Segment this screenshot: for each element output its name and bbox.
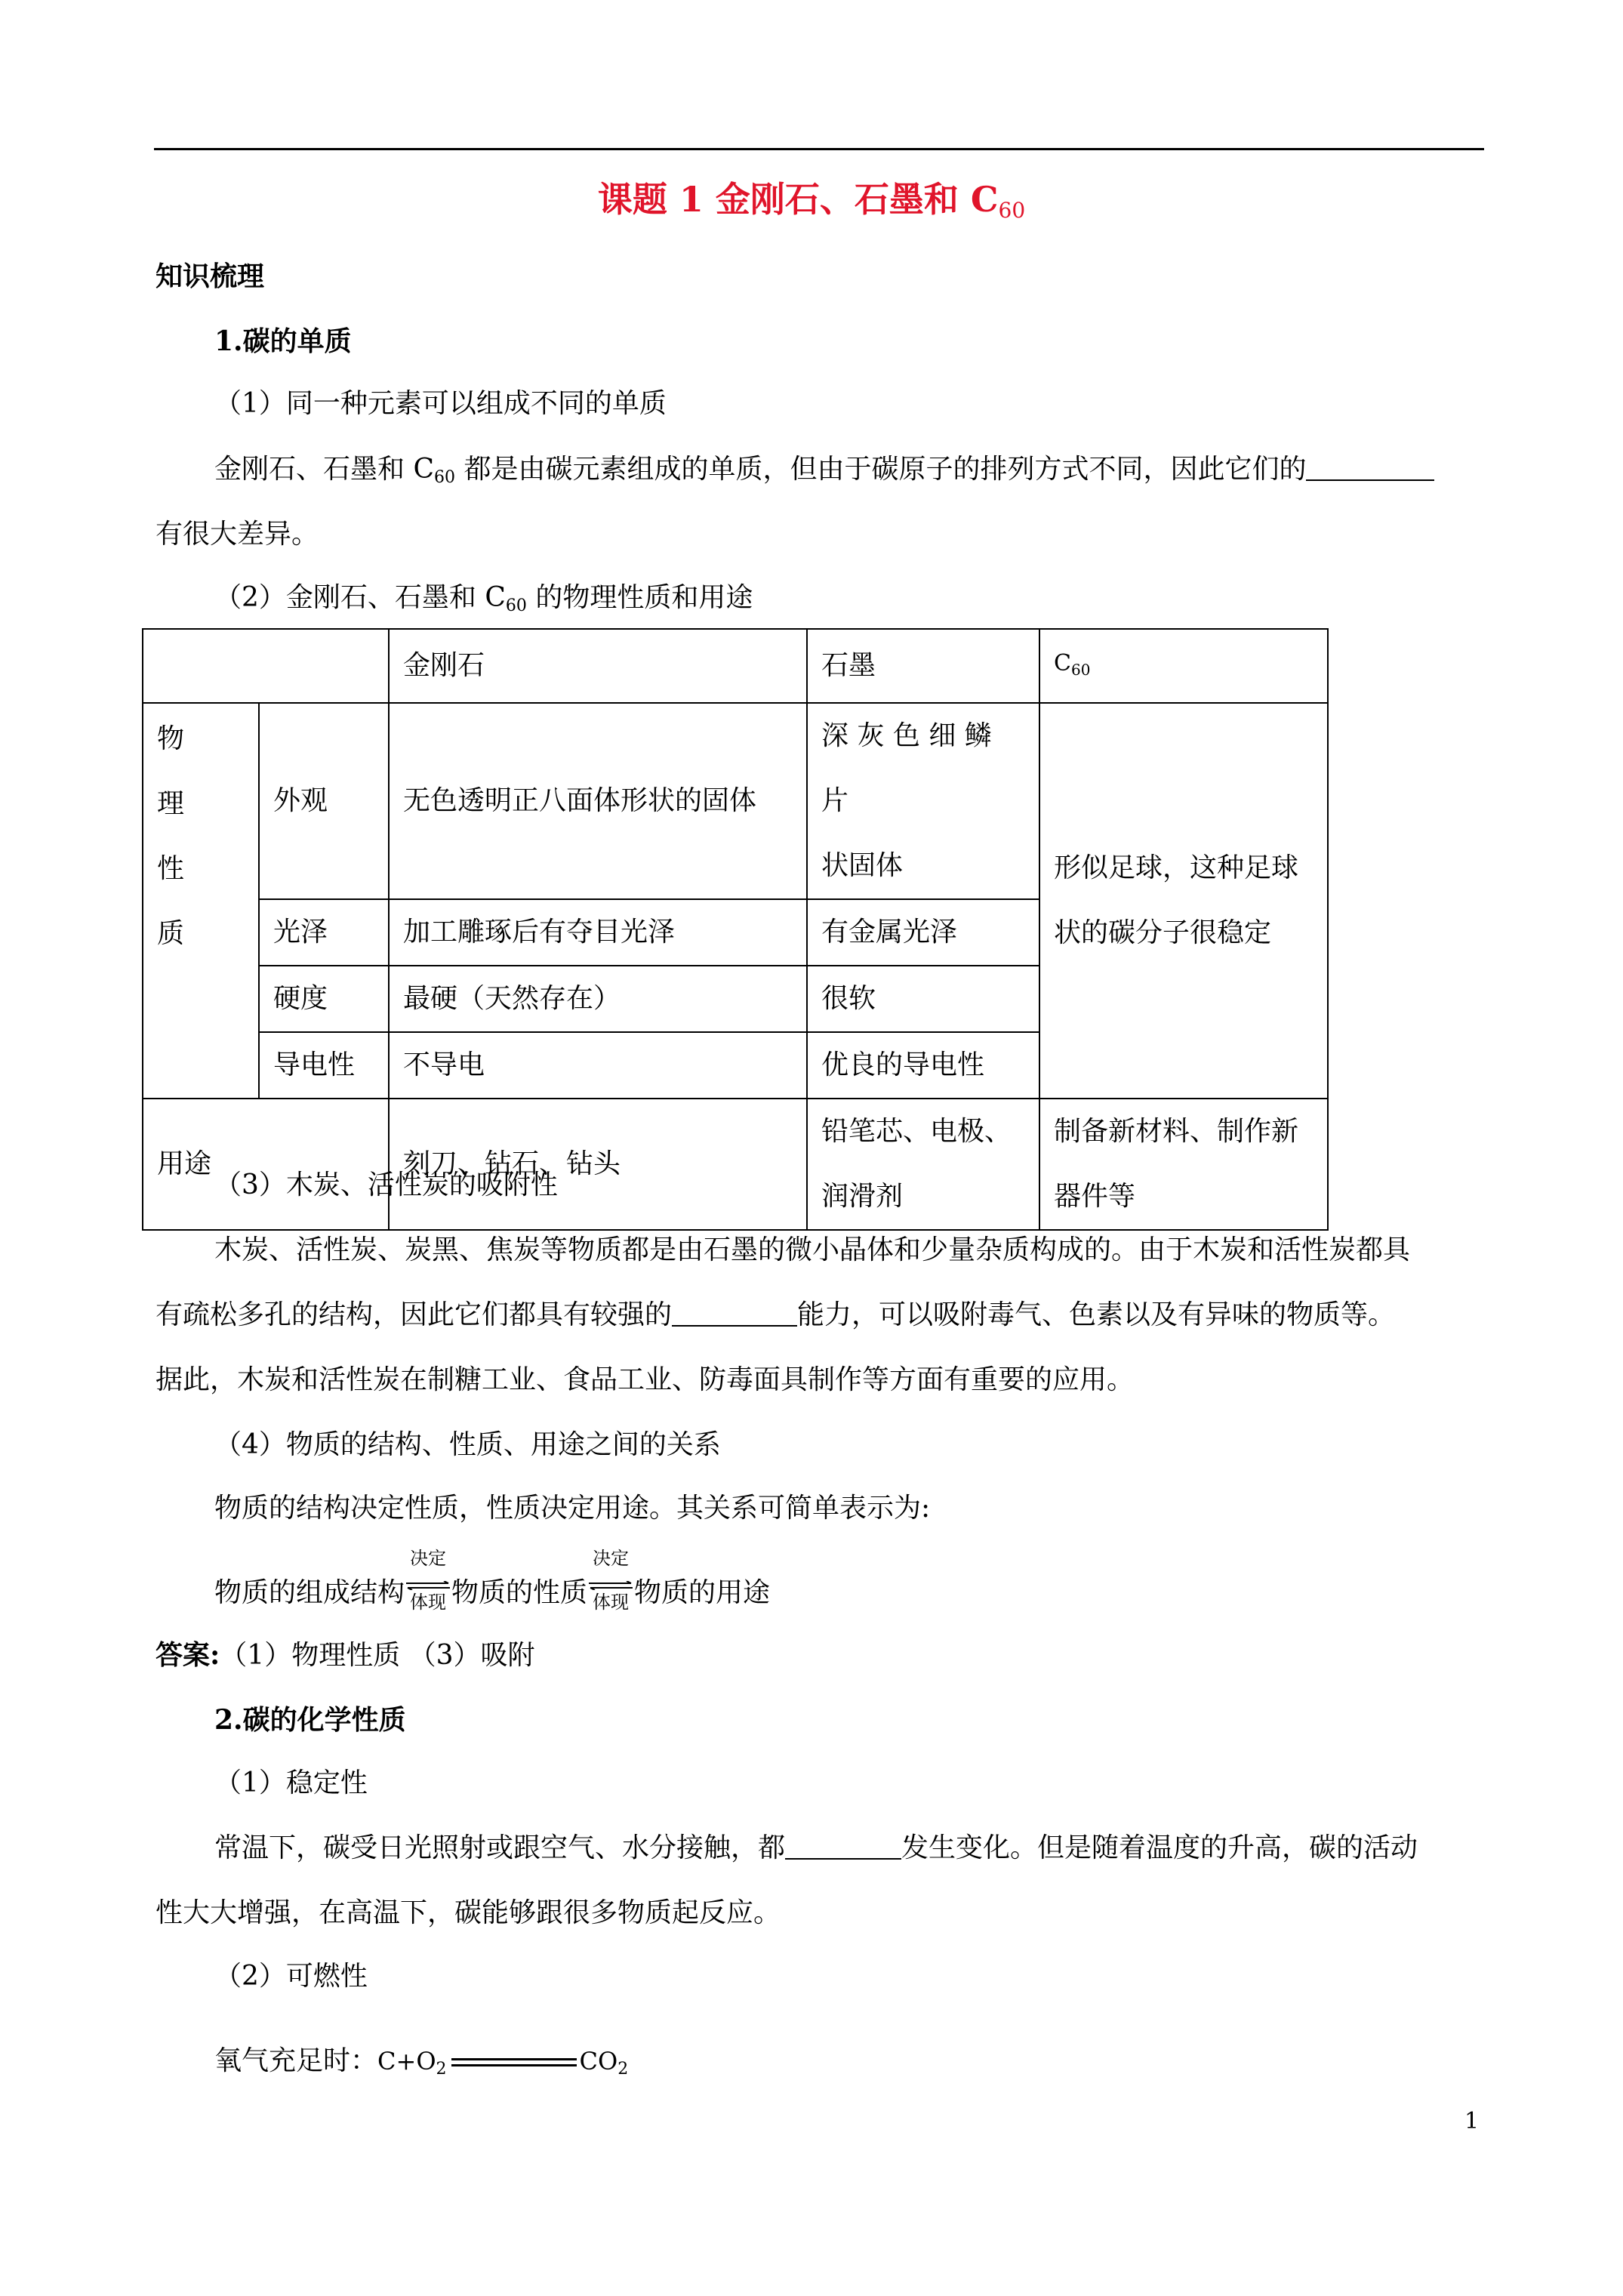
table-cell: 加工雕琢后有夺目光泽 bbox=[389, 899, 807, 966]
use-label: 用途 bbox=[143, 1099, 389, 1230]
decide-embody-arrow bbox=[405, 1548, 451, 1613]
subscript: 60 bbox=[505, 596, 527, 615]
paragraph-line: 木炭、活性炭、炭黑、焦炭等物质都是由石墨的微小晶体和少量杂质构成的。由于木炭和活性炭都具 bbox=[214, 1234, 1411, 1265]
equals-bar bbox=[451, 2058, 577, 2060]
arrow-label-bottom: 体现 bbox=[593, 1592, 630, 1613]
answer-line bbox=[156, 1637, 535, 1674]
answer-text: （1）物理性质 （3）吸附 bbox=[220, 1640, 535, 1671]
paragraph-line bbox=[156, 1297, 1395, 1333]
text-span: 发生变化。但是随着温度的升高，碳的活动 bbox=[901, 1832, 1418, 1863]
table-cell: 优良的导电性 bbox=[807, 1032, 1039, 1099]
text-span: 物质的性质 bbox=[451, 1577, 588, 1608]
answer-label: 答案: bbox=[156, 1639, 220, 1671]
subscript: 2 bbox=[617, 2060, 629, 2079]
table-header-row bbox=[143, 629, 1328, 703]
equals-bar bbox=[451, 2064, 577, 2066]
equation-right bbox=[579, 2047, 629, 2079]
property-label: 导电性 bbox=[259, 1032, 389, 1099]
text-span: 能力，可以吸附毒气、色素以及有异味的物质等。 bbox=[797, 1299, 1396, 1330]
fill-blank bbox=[672, 1298, 797, 1327]
paragraph-line: 据此，木炭和活性炭在制糖工业、食品工业、防毒面具制作等方面有重要的应用。 bbox=[156, 1364, 1135, 1395]
c60-properties-cell bbox=[1039, 703, 1328, 1099]
subheading-combustibility: （2）可燃性 bbox=[214, 1961, 368, 1992]
equation-left bbox=[377, 2047, 447, 2079]
heading-carbon-elements: 1.碳的单质 bbox=[214, 325, 352, 357]
table-corner-cell bbox=[143, 629, 389, 703]
paragraph-line: 性大大增强，在高温下，碳能够跟很多物质起反应。 bbox=[156, 1897, 781, 1928]
cell-line: 状的碳分子很稳定 bbox=[1054, 917, 1272, 948]
decide-embody-arrow bbox=[587, 1548, 634, 1613]
paragraph-line: 物质的结构决定性质，性质决定用途。其关系可简单表示为: bbox=[214, 1493, 931, 1524]
arrow-label-top: 决定 bbox=[410, 1548, 447, 1569]
group-label-char: 理 bbox=[157, 788, 185, 819]
fill-blank bbox=[1306, 452, 1434, 481]
relationship-chain bbox=[214, 1548, 771, 1613]
paragraph-line bbox=[214, 1830, 1418, 1866]
subheading-same-element: （1）同一种元素可以组成不同的单质 bbox=[214, 388, 667, 419]
subheading-stability: （1）稳定性 bbox=[214, 1767, 368, 1798]
table-cell: 有金属光泽 bbox=[807, 899, 1039, 966]
col-header-diamond: 金刚石 bbox=[389, 629, 807, 703]
double-arrow-icon bbox=[589, 1581, 633, 1590]
header-rule bbox=[154, 148, 1484, 150]
properties-table bbox=[142, 628, 1329, 1231]
text-span: 常温下，碳受日光照射或跟空气、水分接触，都 bbox=[214, 1832, 786, 1863]
table-cell bbox=[807, 1099, 1039, 1230]
text-span: 氧气充足时： bbox=[214, 2045, 378, 2076]
arrow-label-top: 决定 bbox=[593, 1548, 630, 1569]
col-header-graphite: 石墨 bbox=[807, 629, 1039, 703]
title-subscript: 60 bbox=[998, 198, 1026, 223]
table-cell: 不导电 bbox=[389, 1032, 807, 1099]
paragraph-line bbox=[214, 451, 1434, 496]
table-cell: 刻刀、钻石、钻头 bbox=[389, 1099, 807, 1230]
property-label: 外观 bbox=[259, 703, 389, 899]
cell-line: 器件等 bbox=[1054, 1181, 1136, 1212]
subscript: 60 bbox=[434, 468, 455, 487]
cell-line: 制备新材料、制作新 bbox=[1054, 1116, 1299, 1147]
cell-line: 形似足球，这种足球 bbox=[1054, 852, 1299, 883]
text-span: C+O bbox=[377, 2047, 436, 2076]
cell-line: 铅笔芯、电极、 bbox=[821, 1116, 1012, 1147]
text-span: （2）金刚石、石墨和 C bbox=[214, 582, 506, 613]
table-cell: 很软 bbox=[807, 966, 1039, 1032]
property-label: 硬度 bbox=[259, 966, 389, 1032]
table-row bbox=[143, 703, 1328, 899]
group-label-char: 质 bbox=[157, 918, 185, 949]
paragraph-line: 有很大差异。 bbox=[156, 519, 319, 550]
text-span: CO bbox=[579, 2047, 618, 2076]
double-arrow-icon bbox=[406, 1581, 450, 1590]
text-span: 有疏松多孔的结构，因此它们都具有较强的 bbox=[156, 1299, 673, 1330]
cell-line: 深 灰 色 细 鳞 片 bbox=[821, 720, 992, 816]
text-span: 的物理性质和用途 bbox=[526, 582, 753, 613]
chemical-equation bbox=[214, 2043, 628, 2088]
text-span: 金刚石、石墨和 C bbox=[214, 454, 434, 485]
text-span: C bbox=[1054, 650, 1071, 676]
cell-line: 状固体 bbox=[821, 850, 904, 881]
property-label: 光泽 bbox=[259, 899, 389, 966]
title-text: 课题 1 金刚石、石墨和 C bbox=[597, 179, 999, 220]
cell-line: 润滑剂 bbox=[821, 1181, 904, 1212]
table-row-uses bbox=[143, 1099, 1328, 1230]
subheading-relationship: （4）物质的结构、性质、用途之间的关系 bbox=[214, 1429, 721, 1460]
subheading-properties bbox=[214, 580, 753, 624]
subscript: 60 bbox=[1070, 661, 1091, 679]
heading-chemical-properties: 2.碳的化学性质 bbox=[214, 1704, 406, 1736]
equation-equals-sign bbox=[447, 2043, 580, 2079]
page-title bbox=[0, 175, 1623, 235]
fill-blank bbox=[785, 1831, 901, 1860]
subscript: 2 bbox=[436, 2060, 447, 2079]
subheading-adsorption: （3）木炭、活性炭的吸附性 bbox=[214, 1170, 558, 1200]
table-cell: 最硬（天然存在） bbox=[389, 966, 807, 1032]
table-cell bbox=[1039, 1099, 1328, 1230]
text-span: 都是由碳元素组成的单质，但由于碳原子的排列方式不同，因此它们的 bbox=[455, 454, 1307, 485]
col-header-c60 bbox=[1039, 629, 1328, 703]
arrow-label-bottom: 体现 bbox=[410, 1592, 447, 1613]
page-number: 1 bbox=[1464, 2108, 1480, 2134]
group-label-char: 性 bbox=[157, 853, 185, 884]
text-span: 物质的用途 bbox=[634, 1577, 771, 1608]
table-cell bbox=[807, 703, 1039, 899]
group-label-physical-properties bbox=[143, 703, 259, 1099]
table-cell: 无色透明正八面体形状的固体 bbox=[389, 703, 807, 899]
group-label-char: 物 bbox=[157, 723, 185, 754]
section-heading: 知识梳理 bbox=[156, 260, 265, 292]
text-span: 物质的组成结构 bbox=[214, 1577, 405, 1608]
